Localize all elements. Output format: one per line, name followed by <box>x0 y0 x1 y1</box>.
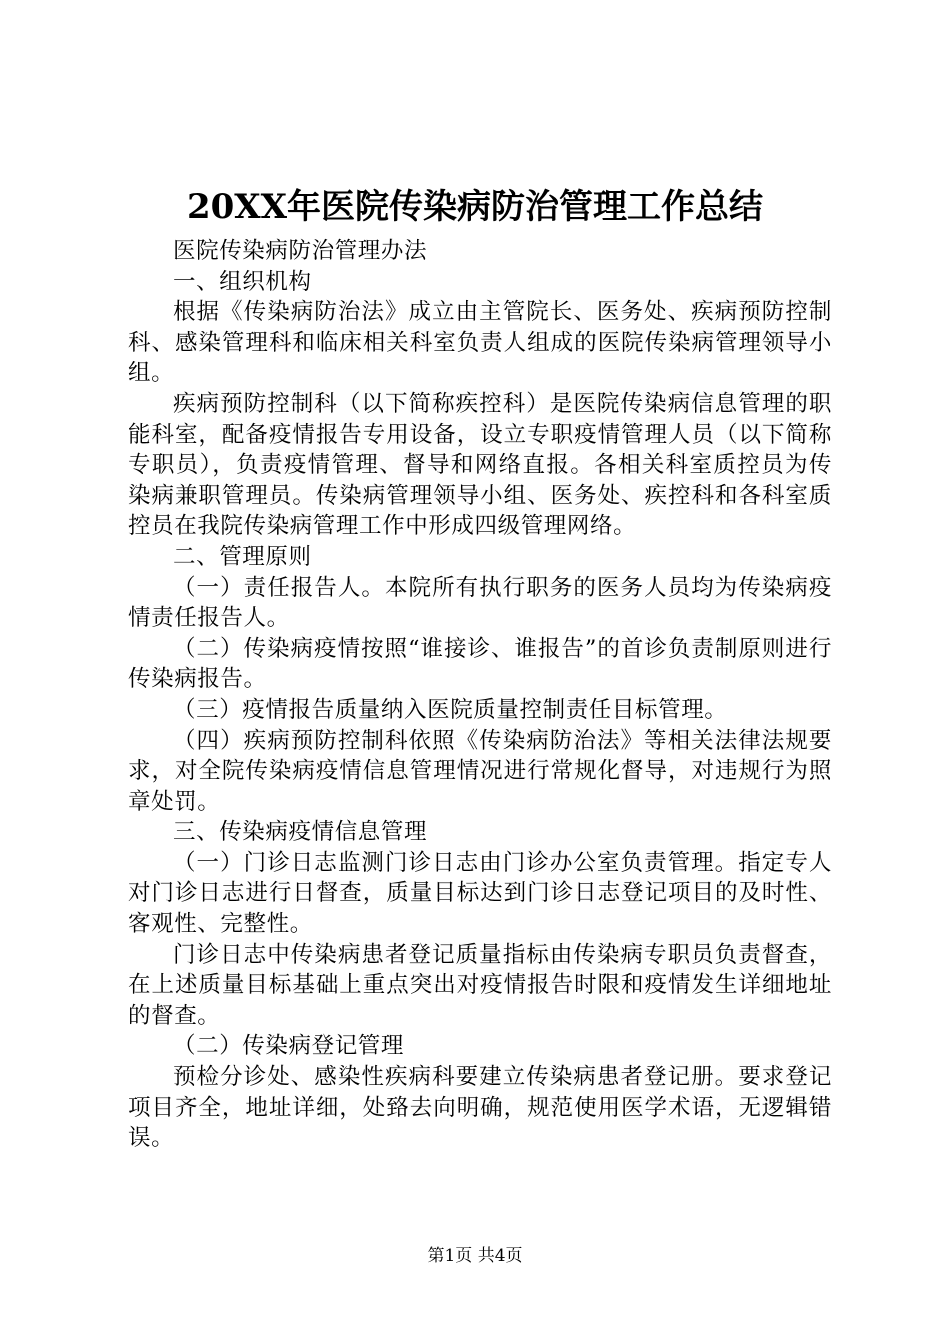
paragraph-3: 疾病预防控制科（以下简称疾控科）是医院传染病信息管理的职能科室，配备疫情报告专用设备，设立专职疫情管理人员（以下简称专职员），负责疫情管理、督导和网络直报。各相关科室质控员为传染病兼职管理员。传染病管理领导小组、医务处、疾控科和各科室质控员在我院传染病管理工作中形成四级管理网络。 <box>128 390 832 540</box>
paragraph-8: （一）门诊日志监测门诊日志由门诊办公室负责管理。指定专人对门诊日志进行日督查，质量目标达到门诊日志登记项目的及时性、客观性、完整性。 <box>128 849 832 938</box>
paragraph-2: 根据《传染病防治法》成立由主管院长、医务处、疾病预防控制科、感染管理科和临床相关科室负责人组成的医院传染病管理领导小组。 <box>128 299 832 387</box>
section-heading-1: 一、组织机构 <box>173 268 312 295</box>
document-title: 20XX年医院传染病防治管理工作总结 <box>186 187 764 227</box>
paragraph-6: （三）疫情报告质量纳入医院质量控制责任目标管理。 <box>173 696 728 723</box>
paragraph-5: （二）传染病疫情按照“谁接诊、谁报告”的首诊负责制原则进行传染病报告。 <box>128 635 832 693</box>
paragraph-11: 预检分诊处、感染性疾病科要建立传染病患者登记册。要求登记项目齐全，地址详细，处臵去向明确，规范使用医学术语，无逻辑错误。 <box>128 1064 832 1152</box>
paragraph-9: 门诊日志中传染病患者登记质量指标由传染病专职员负责督查，在上述质量目标基础上重点突出对疫情报告时限和疫情发生详细地址的督查。 <box>128 941 832 1029</box>
document-body <box>128 236 832 1154</box>
page-footer: 第1页 共4页 <box>427 1246 523 1266</box>
paragraph-4: （一）责任报告人。本院所有执行职务的医务人员均为传染病疫情责任报告人。 <box>128 574 832 632</box>
section-heading-3: 三、传染病疫情信息管理 <box>173 819 428 846</box>
paragraph-10: （二）传染病登记管理 <box>173 1033 405 1060</box>
paragraph-7: （四）疾病预防控制科依照《传染病防治法》等相关法律法规要求，对全院传染病疫情信息管理情况进行常规化督导，对违规行为照章处罚。 <box>128 727 832 815</box>
section-heading-2: 二、管理原则 <box>173 543 312 570</box>
paragraph-1: 医院传染病防治管理办法 <box>173 238 428 264</box>
